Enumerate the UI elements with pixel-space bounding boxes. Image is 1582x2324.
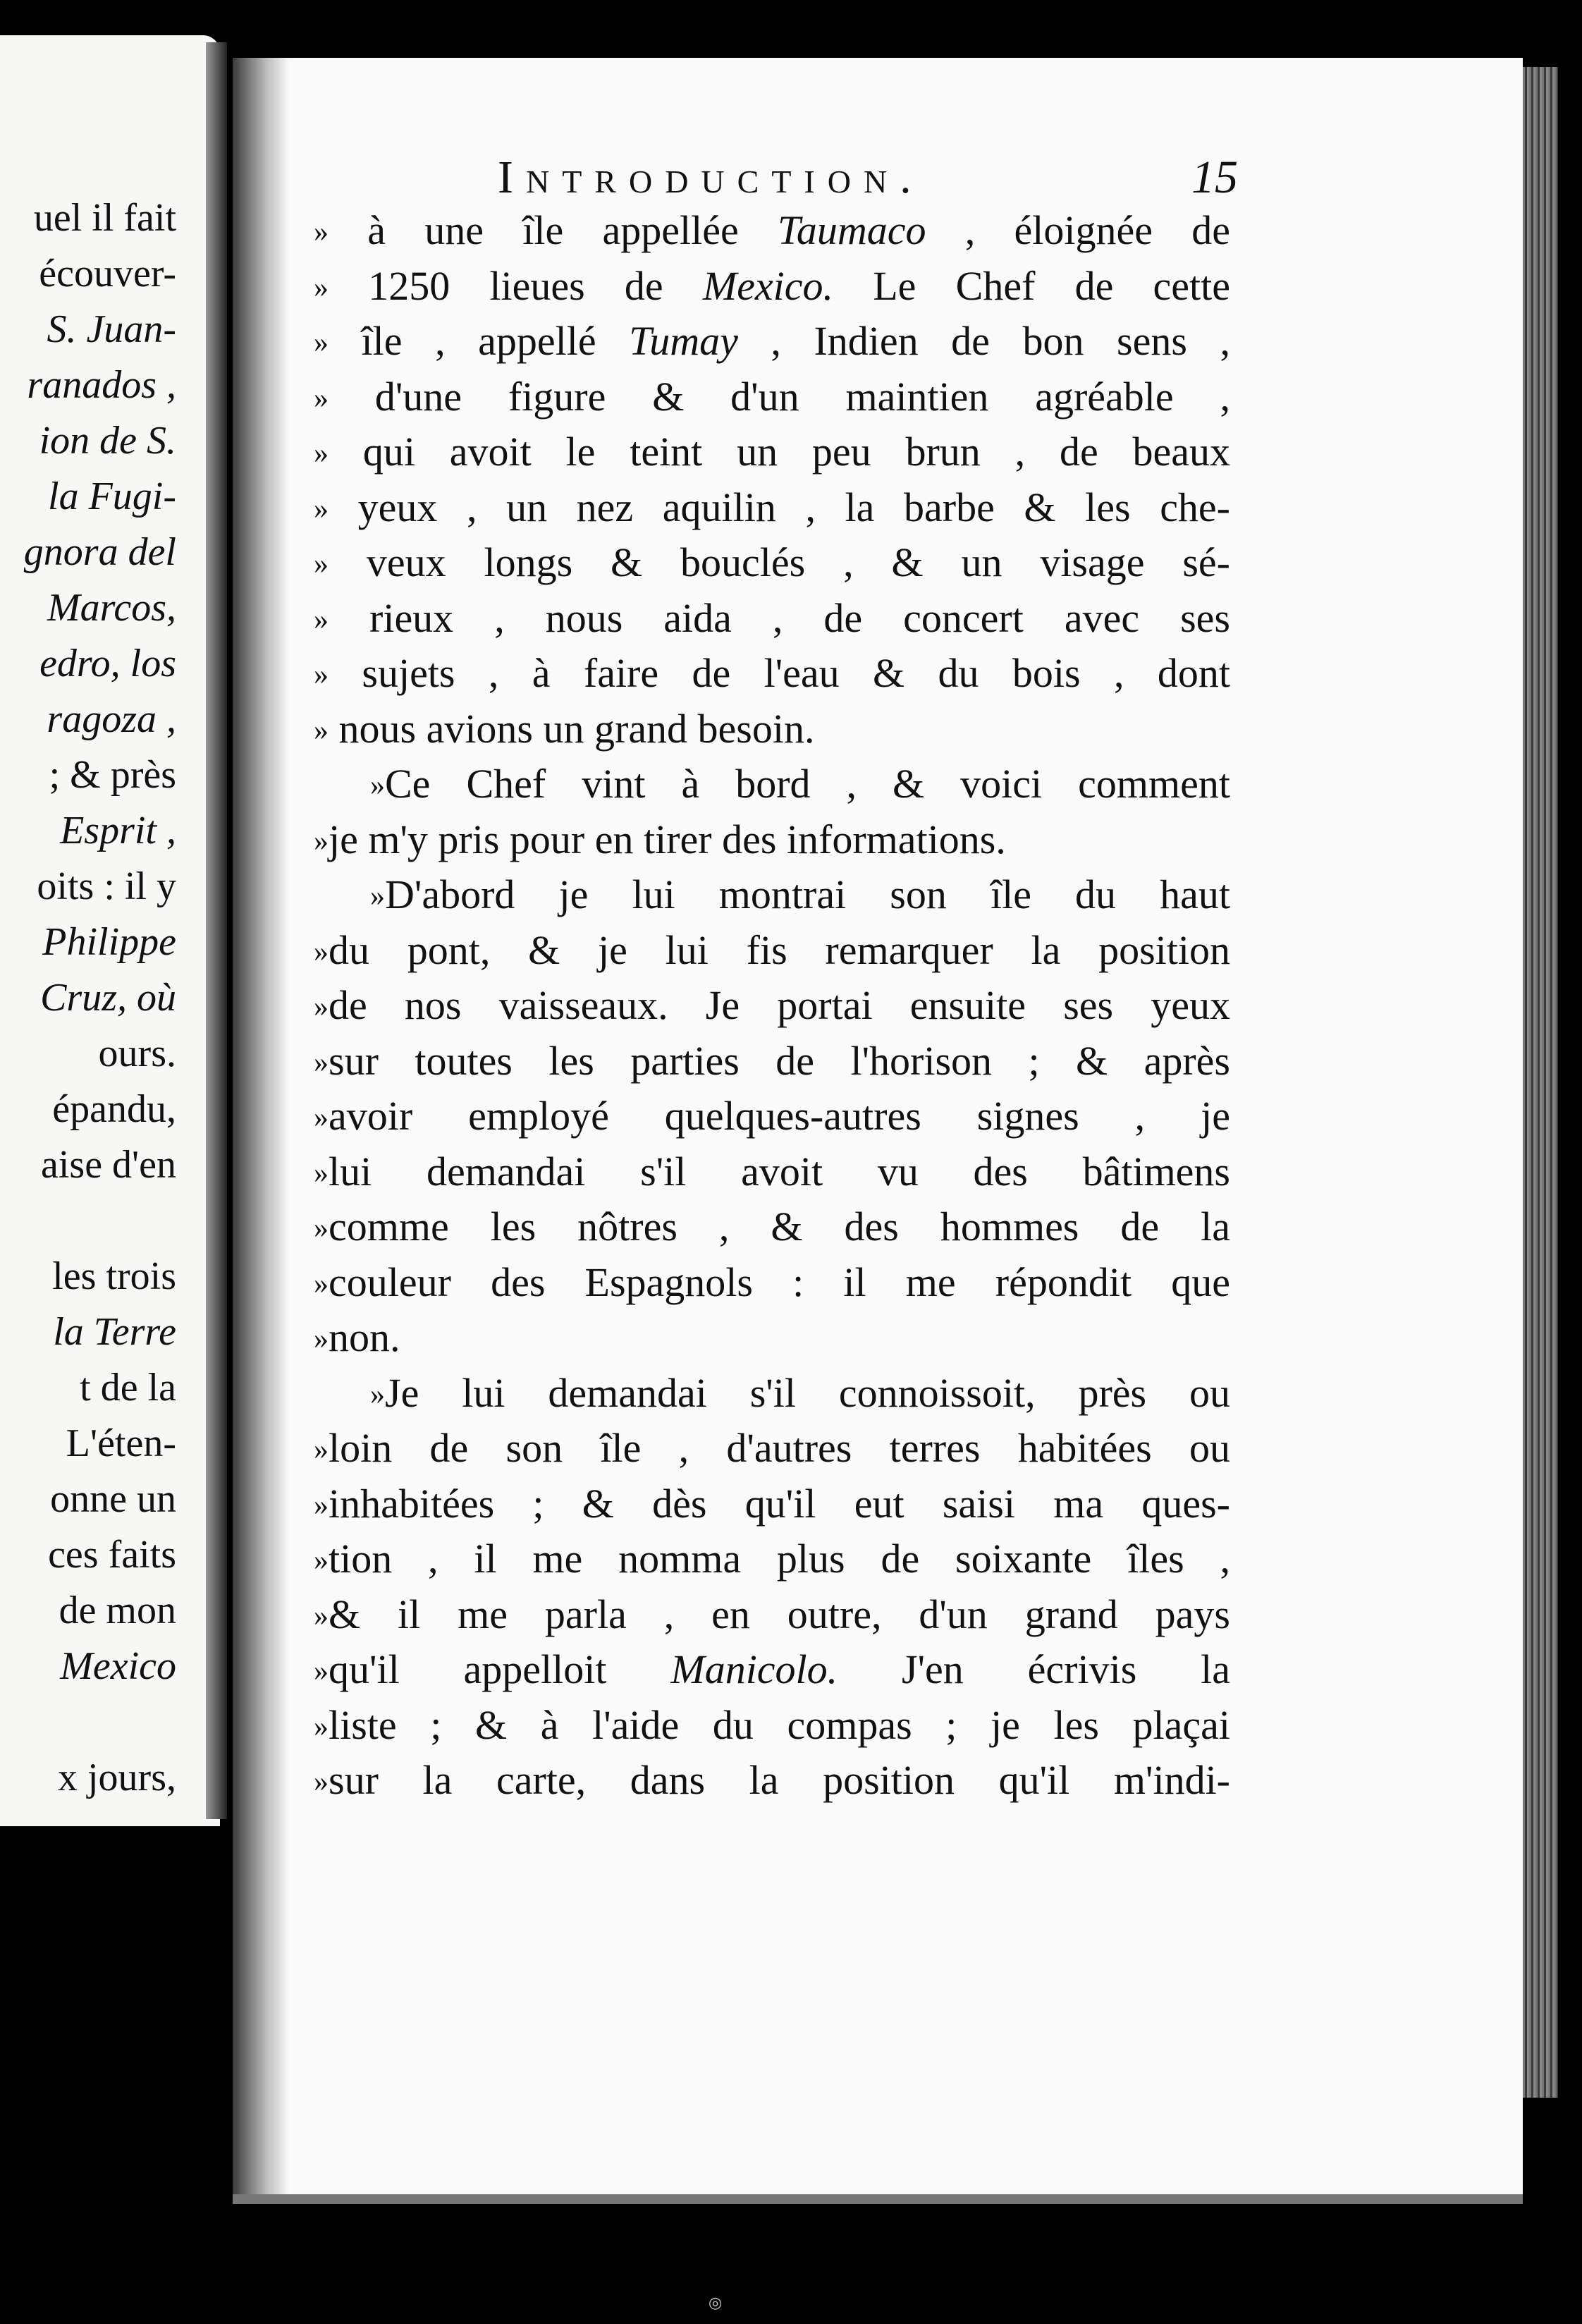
text-line [314, 1089, 1230, 1144]
left-page-line: écouver- [39, 252, 176, 295]
line-text: à une île appellée [329, 207, 778, 253]
left-page-line: Philippe [42, 920, 176, 964]
quote-mark: » [314, 1267, 329, 1300]
quote-mark: » [314, 1655, 329, 1687]
left-page-line: Marcos, [47, 586, 176, 630]
line-text-tail: , Indien de bon sens , [737, 318, 1230, 364]
line-text: sur la carte, dans la position qu'il m'indi- [329, 1757, 1230, 1803]
page-number: 15 [1191, 152, 1238, 203]
quote-mark: » [314, 1488, 329, 1522]
line-text: lui demandai s'il avoit vu des bâtimens [329, 1148, 1230, 1194]
text-line [314, 1531, 1230, 1587]
running-header [498, 149, 1238, 206]
line-text: sur toutes les parties de l'horison ; & après [329, 1037, 1230, 1084]
text-line [314, 978, 1230, 1034]
left-page-line: edro, los [39, 642, 176, 685]
quote-mark: » [314, 659, 329, 691]
italic-name: Taumaco [777, 207, 926, 253]
left-page-line: S. Juan- [47, 307, 176, 351]
line-text: loin de son île , d'autres terres habitées ou [329, 1425, 1230, 1471]
page-edges [1523, 67, 1558, 2098]
quote-mark: » [370, 1378, 385, 1411]
line-text: de nos vaisseaux. Je portai ensuite ses yeux [329, 982, 1230, 1028]
quote-mark: » [314, 492, 329, 525]
quote-mark: » [314, 603, 329, 636]
line-text: sujets , à faire de l'eau & du bois , dont [329, 650, 1230, 696]
line-text: D'abord je lui montrai son île du haut [385, 872, 1230, 917]
line-text: d'une figure & d'un maintien agréable , [329, 373, 1230, 420]
text-line [314, 812, 1230, 868]
text-line [314, 1034, 1230, 1089]
line-text: liste ; & à l'aide du compas ; je les plaçai [329, 1701, 1230, 1748]
left-page-text [0, 190, 176, 1812]
left-page-line: la Fugi- [48, 475, 176, 518]
text-line [314, 1310, 1230, 1366]
line-text: je m'y pris pour en tirer des informations. [329, 816, 1006, 862]
text-line [314, 1199, 1230, 1255]
left-page-line: ragoza , [47, 697, 176, 741]
line-text-tail: J'en écrivis la [838, 1646, 1231, 1692]
text-line [314, 1476, 1230, 1532]
italic-name: Manicolo. [670, 1646, 838, 1692]
line-text: yeux , un nez aquilin , la barbe & les che- [329, 484, 1230, 530]
quote-mark: » [314, 381, 329, 415]
left-page-line: la Terre [53, 1310, 176, 1354]
left-page-line: ces faits [48, 1533, 176, 1577]
line-text: du pont, & je lui fis remarquer la position [329, 926, 1230, 973]
page-bottom-edge [233, 2194, 1523, 2204]
text-line [314, 369, 1230, 425]
library-stamp-icon: ◎ [709, 2294, 723, 2311]
line-text: qu'il appelloit [329, 1646, 671, 1692]
left-page-line: de mon [59, 1589, 176, 1632]
text-line [314, 1255, 1230, 1311]
quote-mark: » [314, 1710, 329, 1743]
line-text: inhabitées ; & dès qu'il eut saisi ma ques- [329, 1480, 1230, 1527]
left-page-line: ; & près [49, 753, 176, 797]
quote-mark: » [314, 935, 329, 968]
text-line [314, 1421, 1230, 1476]
left-page-line: oits : il y [37, 864, 176, 908]
left-page-line: L'éten- [66, 1421, 176, 1465]
line-text: Ce Chef vint à bord , & voici comment [385, 761, 1230, 807]
line-text: couleur des Espagnols : il me répondit que [329, 1259, 1230, 1305]
quote-mark: » [370, 769, 385, 802]
left-page-line: t de la [80, 1366, 176, 1409]
italic-name: Mexico. [702, 262, 834, 309]
text-line [314, 1587, 1230, 1643]
left-page-line: épandu, [52, 1087, 176, 1131]
quote-mark: » [314, 271, 329, 304]
quote-mark: » [370, 880, 385, 912]
text-line [314, 203, 1230, 259]
quote-mark: » [314, 216, 329, 248]
text-line [314, 923, 1230, 979]
text-line [314, 1144, 1230, 1200]
italic-name: Tumay [629, 318, 738, 364]
text-line [314, 1698, 1230, 1754]
line-text: Je lui demandai s'il connoissoit, près ou [385, 1369, 1230, 1416]
line-text-tail: Le Chef de cette [833, 262, 1230, 309]
left-page-line: Mexico [60, 1644, 176, 1688]
binding-shadow [206, 42, 227, 1819]
quote-mark: » [314, 548, 329, 580]
line-text: tion , il me nomma plus de soixante îles , [329, 1536, 1230, 1582]
left-page-line: ours. [98, 1032, 176, 1075]
quote-mark: » [314, 1212, 329, 1244]
line-text: non. [329, 1314, 400, 1360]
line-text-tail: , éloignée de [926, 207, 1230, 253]
quote-mark: » [314, 326, 329, 359]
left-page-line: ranados , [27, 363, 176, 407]
line-text: île , appellé [329, 318, 630, 364]
gutter-shade [233, 58, 289, 2194]
text-line [314, 867, 1230, 923]
line-text: nous avions un grand besoin. [329, 705, 815, 752]
line-text: avoir employé quelques-autres signes , je [329, 1093, 1230, 1139]
left-page-line: Cruz, où [40, 976, 176, 1020]
quote-mark: » [314, 1046, 329, 1079]
line-text: veux longs & bouclés , & un visage sé- [329, 539, 1230, 585]
left-page-line: aise d'en [40, 1143, 176, 1187]
left-page-line: onne un [50, 1477, 176, 1521]
left-page-line: les trois [52, 1254, 176, 1298]
quote-mark: » [314, 824, 329, 857]
quote-mark: » [314, 1101, 329, 1134]
left-page-line: gnora del [23, 530, 176, 574]
text-line [314, 757, 1230, 812]
line-text: qui avoit le teint un peu brun , de beaux [329, 429, 1230, 475]
text-line [314, 1642, 1230, 1698]
quote-mark: » [314, 1156, 329, 1189]
left-page-line: ion de S. [39, 419, 176, 463]
quote-mark: » [314, 1599, 329, 1632]
line-text: & il me parla , en outre, d'un grand pays [329, 1591, 1230, 1637]
text-line [314, 1753, 1230, 1809]
text-line [314, 535, 1230, 591]
header-title: Introduction. [498, 152, 924, 203]
text-line [314, 1366, 1230, 1421]
line-text: 1250 lieues de [329, 262, 703, 309]
line-text: comme les nôtres , & des hommes de la [329, 1204, 1230, 1249]
text-line [314, 646, 1230, 702]
quote-mark: » [314, 714, 329, 747]
text-line [314, 424, 1230, 480]
quote-mark: » [314, 437, 329, 470]
body-text [314, 203, 1230, 1809]
text-line [314, 314, 1230, 369]
left-page-line [0, 1193, 176, 1249]
left-page-line: uel il fait [33, 196, 176, 240]
quote-mark: » [314, 1766, 329, 1798]
quote-mark: » [314, 991, 329, 1023]
text-line [314, 702, 1230, 757]
text-line [314, 259, 1230, 314]
left-page-line [0, 1694, 176, 1750]
quote-mark: » [314, 1433, 329, 1466]
text-line [314, 480, 1230, 536]
left-page-line: x jours, [58, 1756, 176, 1799]
quote-mark: » [314, 1544, 329, 1577]
left-page-line: Esprit , [60, 809, 176, 852]
line-text: rieux , nous aida , de concert avec ses [329, 594, 1230, 641]
quote-mark: » [314, 1323, 329, 1355]
text-line [314, 591, 1230, 647]
